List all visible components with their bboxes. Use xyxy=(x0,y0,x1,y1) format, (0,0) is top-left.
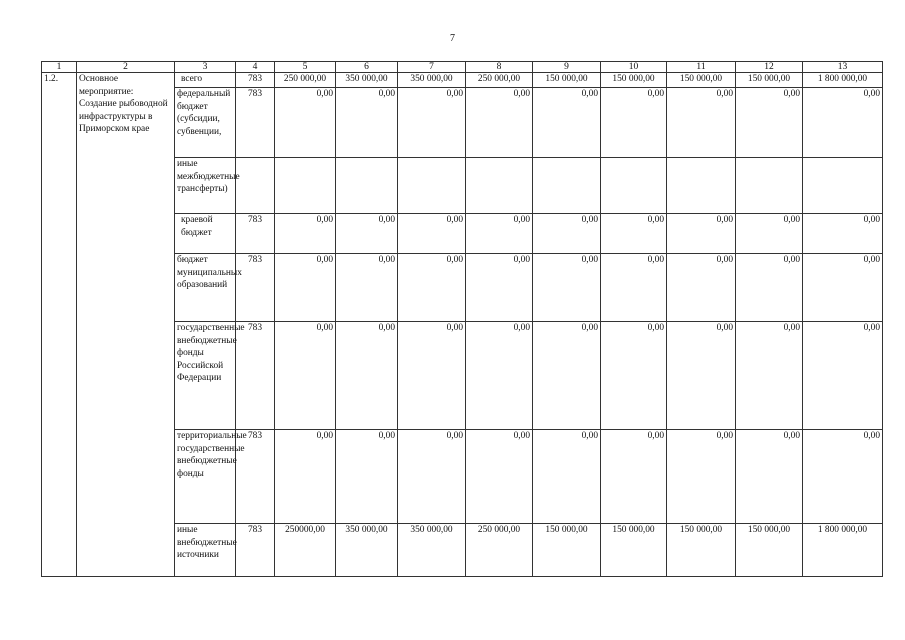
value-cell: 0,00 xyxy=(336,254,398,322)
funding-source-label: государственные внебюджетные фонды Российской Федерации xyxy=(175,322,236,430)
code-cell: 783 xyxy=(236,73,275,88)
header-row xyxy=(42,62,883,73)
financing-table xyxy=(41,61,883,577)
header-cell: 11 xyxy=(667,62,736,73)
value-cell: 0,00 xyxy=(736,322,803,430)
value-cell xyxy=(466,158,533,214)
header-cell: 8 xyxy=(466,62,533,73)
value-cell: 0,00 xyxy=(533,214,601,254)
value-cell: 0,00 xyxy=(601,322,667,430)
value-cell: 1 800 000,00 xyxy=(803,73,883,88)
value-cell: 0,00 xyxy=(736,214,803,254)
value-cell: 0,00 xyxy=(336,322,398,430)
value-cell: 0,00 xyxy=(803,322,883,430)
value-cell: 0,00 xyxy=(601,430,667,524)
code-cell: 783 xyxy=(236,524,275,577)
value-cell: 0,00 xyxy=(398,88,466,158)
header-cell: 6 xyxy=(336,62,398,73)
value-cell: 150 000,00 xyxy=(601,73,667,88)
value-cell xyxy=(533,158,601,214)
header-cell: 2 xyxy=(77,62,175,73)
value-cell: 0,00 xyxy=(275,430,336,524)
value-cell: 0,00 xyxy=(466,430,533,524)
code-cell: 783 xyxy=(236,254,275,322)
value-cell: 150 000,00 xyxy=(533,524,601,577)
value-cell: 0,00 xyxy=(533,254,601,322)
value-cell xyxy=(803,158,883,214)
value-cell: 0,00 xyxy=(533,322,601,430)
value-cell xyxy=(736,158,803,214)
value-cell xyxy=(601,158,667,214)
value-cell: 0,00 xyxy=(667,88,736,158)
value-cell: 0,00 xyxy=(667,430,736,524)
code-cell xyxy=(236,158,275,214)
page-number: 7 xyxy=(450,33,455,44)
header-cell: 3 xyxy=(175,62,236,73)
code-cell: 783 xyxy=(236,430,275,524)
header-cell: 5 xyxy=(275,62,336,73)
value-cell: 0,00 xyxy=(667,322,736,430)
value-cell: 0,00 xyxy=(336,88,398,158)
value-cell: 350 000,00 xyxy=(398,73,466,88)
value-cell: 150 000,00 xyxy=(601,524,667,577)
value-cell: 150 000,00 xyxy=(533,73,601,88)
value-cell: 0,00 xyxy=(803,254,883,322)
value-cell: 0,00 xyxy=(398,214,466,254)
value-cell: 250 000,00 xyxy=(275,73,336,88)
value-cell: 0,00 xyxy=(275,322,336,430)
funding-source-label: всего xyxy=(175,73,236,88)
header-cell: 13 xyxy=(803,62,883,73)
value-cell: 1 800 000,00 xyxy=(803,524,883,577)
code-cell: 783 xyxy=(236,322,275,430)
value-cell: 0,00 xyxy=(667,214,736,254)
value-cell: 0,00 xyxy=(466,214,533,254)
value-cell: 0,00 xyxy=(533,430,601,524)
funding-source-label: иные межбюджетные трансферты) xyxy=(175,158,236,214)
table-row xyxy=(42,73,883,88)
value-cell xyxy=(398,158,466,214)
value-cell: 150 000,00 xyxy=(736,524,803,577)
value-cell: 0,00 xyxy=(466,88,533,158)
value-cell: 0,00 xyxy=(601,214,667,254)
funding-source-label: территориальные государственные внебюджетные фонды xyxy=(175,430,236,524)
value-cell: 0,00 xyxy=(275,254,336,322)
value-cell: 250 000,00 xyxy=(466,524,533,577)
header-cell: 1 xyxy=(42,62,77,73)
value-cell: 0,00 xyxy=(601,88,667,158)
measure-description: Основное мероприятие: Создание рыбоводной инфраструктуры в Приморском крае xyxy=(77,73,175,577)
funding-source-label: федеральный бюджет (субсидии, субвенции, xyxy=(175,88,236,158)
header-cell: 10 xyxy=(601,62,667,73)
value-cell: 150 000,00 xyxy=(736,73,803,88)
value-cell: 0,00 xyxy=(398,254,466,322)
header-cell: 12 xyxy=(736,62,803,73)
value-cell: 250000,00 xyxy=(275,524,336,577)
funding-source-label: бюджет муниципальных образований xyxy=(175,254,236,322)
funding-source-label: краевой бюджет xyxy=(175,214,236,254)
value-cell: 0,00 xyxy=(736,430,803,524)
header-cell: 7 xyxy=(398,62,466,73)
value-cell: 0,00 xyxy=(601,254,667,322)
value-cell: 0,00 xyxy=(667,254,736,322)
value-cell: 0,00 xyxy=(803,88,883,158)
row-number: 1.2. xyxy=(42,73,77,577)
value-cell: 150 000,00 xyxy=(667,73,736,88)
value-cell: 350 000,00 xyxy=(398,524,466,577)
value-cell: 0,00 xyxy=(736,88,803,158)
header-cell: 4 xyxy=(236,62,275,73)
header-cell: 9 xyxy=(533,62,601,73)
value-cell: 0,00 xyxy=(466,254,533,322)
value-cell: 0,00 xyxy=(398,322,466,430)
value-cell: 350 000,00 xyxy=(336,524,398,577)
value-cell: 0,00 xyxy=(275,214,336,254)
value-cell: 0,00 xyxy=(275,88,336,158)
value-cell: 0,00 xyxy=(533,88,601,158)
value-cell: 150 000,00 xyxy=(667,524,736,577)
value-cell xyxy=(667,158,736,214)
funding-source-label: иные внебюджетные источники xyxy=(175,524,236,577)
value-cell: 0,00 xyxy=(398,430,466,524)
value-cell: 0,00 xyxy=(803,214,883,254)
value-cell xyxy=(336,158,398,214)
code-cell: 783 xyxy=(236,214,275,254)
value-cell: 250 000,00 xyxy=(466,73,533,88)
value-cell: 0,00 xyxy=(336,214,398,254)
value-cell: 0,00 xyxy=(803,430,883,524)
value-cell: 0,00 xyxy=(736,254,803,322)
code-cell: 783 xyxy=(236,88,275,158)
value-cell: 0,00 xyxy=(466,322,533,430)
value-cell: 0,00 xyxy=(336,430,398,524)
value-cell xyxy=(275,158,336,214)
value-cell: 350 000,00 xyxy=(336,73,398,88)
